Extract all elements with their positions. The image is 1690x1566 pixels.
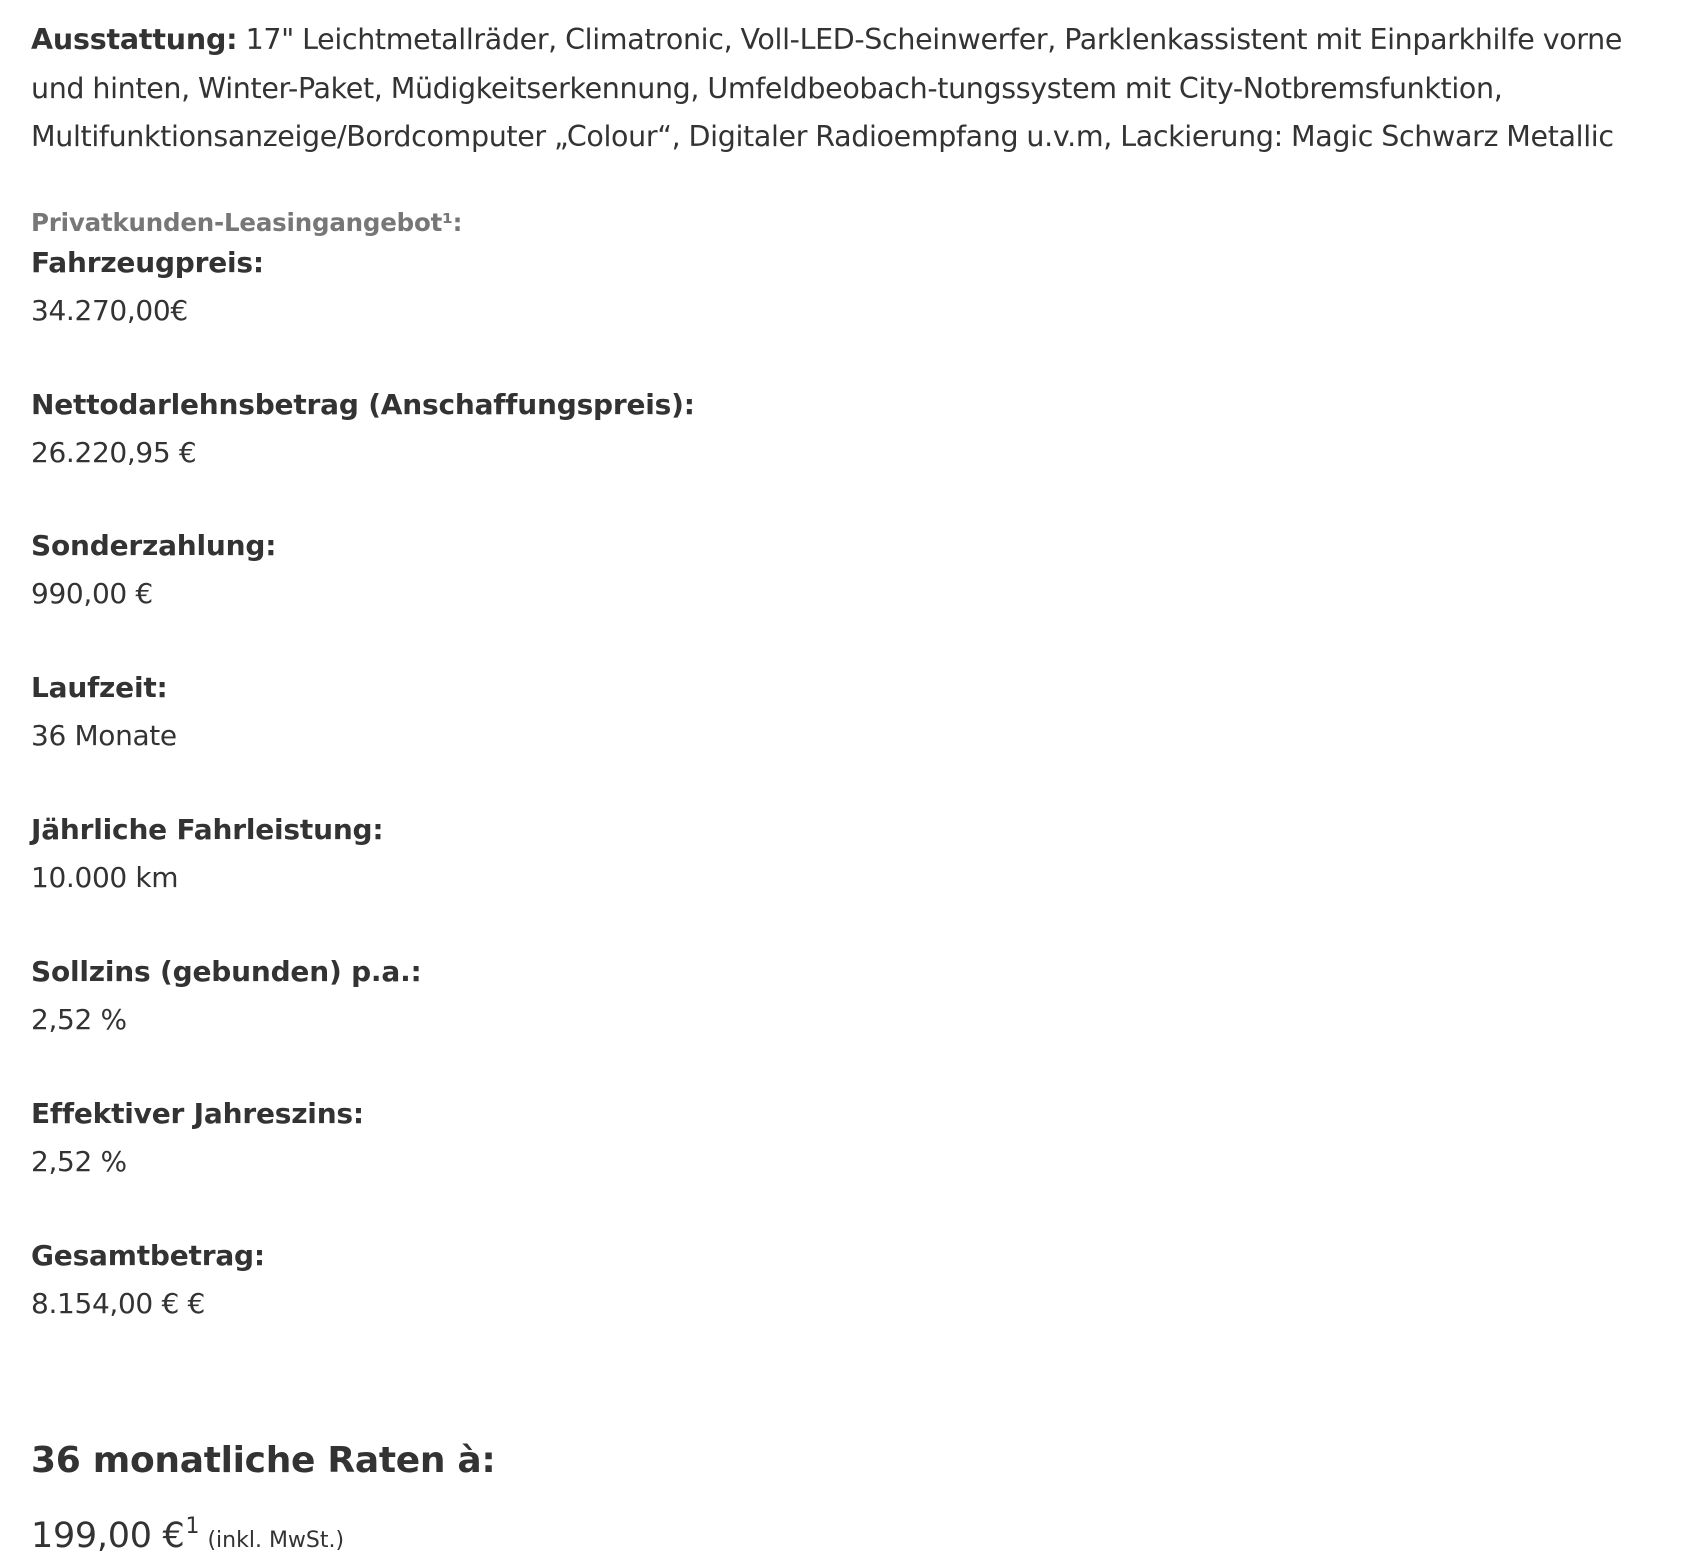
field-borrowing-rate [31, 952, 422, 1040]
field-label: Fahrzeugpreis: [31, 246, 264, 279]
equipment-text: 17" Leichtmetallräder, Climatronic, Voll-LED-Scheinwerfer, Parklenkassistent mit Einparkhilfe vorne und hinten, Winter-Paket, Müdigkeitserkennung, Umfeldbeobach-tungssystem mit City-Notbremsfunktion, Multifunktionsanzeige/Bordcomputer „Colour“, Digitaler Radioempfang u.v.m, Lackierung: Magic Schwarz Metallic [31, 23, 1623, 153]
field-value: 10.000 km [31, 861, 179, 894]
field-value: 2,52 % [31, 1003, 127, 1036]
field-net-loan-amount [31, 385, 695, 473]
equipment-description [31, 16, 1671, 162]
field-annual-mileage [31, 810, 383, 898]
field-label: Effektiver Jahreszins: [31, 1097, 364, 1130]
field-vehicle-price [31, 243, 264, 331]
equipment-label: Ausstattung: [31, 23, 238, 56]
offer-heading: Privatkunden-Leasingangebot¹: [31, 208, 463, 237]
field-special-payment [31, 526, 276, 614]
field-total-amount [31, 1236, 265, 1324]
field-label: Sonderzahlung: [31, 529, 277, 562]
field-duration [31, 668, 177, 756]
field-value: 26.220,95 € [31, 436, 197, 469]
field-label: Nettodarlehnsbetrag (Anschaffungspreis): [31, 388, 695, 421]
monthly-rate [31, 1513, 344, 1559]
vat-note: (inkl. MwSt.) [207, 1528, 345, 1553]
field-value: 2,52 % [31, 1145, 127, 1178]
field-value: 34.270,00€ [31, 294, 188, 327]
field-label: Gesamtbetrag: [31, 1239, 265, 1272]
monthly-rate-amount: 199,00 € [31, 1516, 185, 1556]
field-label: Jährliche Fahrleistung: [31, 813, 384, 846]
field-value: 36 Monate [31, 719, 177, 752]
monthly-rates-heading: 36 monatliche Raten à: [31, 1440, 496, 1481]
field-label: Sollzins (gebunden) p.a.: [31, 955, 422, 988]
footnote-marker: 1 [185, 1514, 200, 1539]
field-value: 8.154,00 € € [31, 1287, 205, 1320]
field-value: 990,00 € [31, 577, 153, 610]
field-effective-annual-rate [31, 1094, 364, 1182]
field-label: Laufzeit: [31, 671, 168, 704]
